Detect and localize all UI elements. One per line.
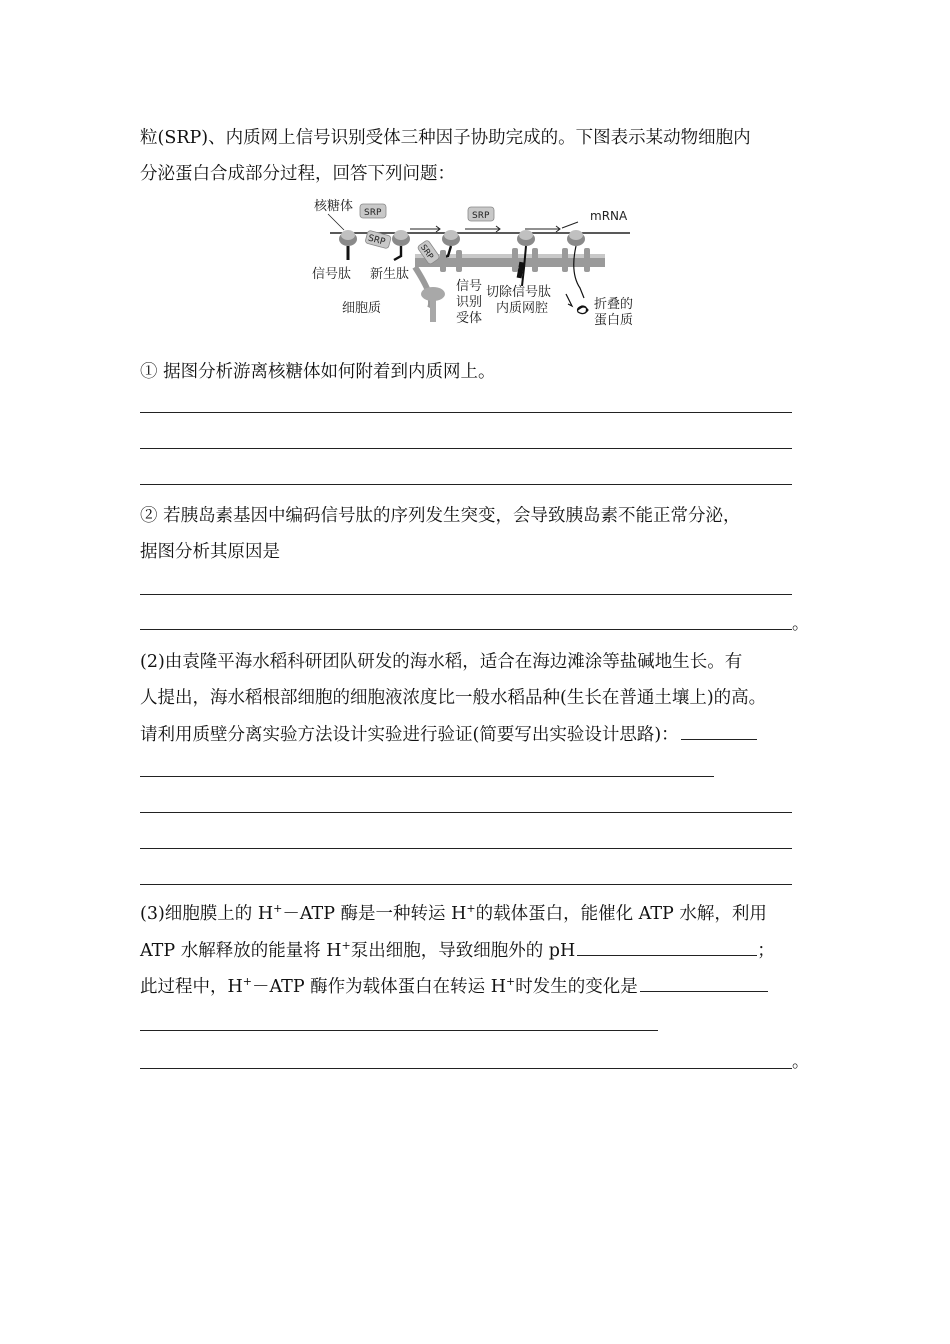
arrow-2: [465, 226, 500, 232]
nascent-peptide-chain: [394, 246, 401, 260]
srp-label-2: SRP: [366, 233, 387, 248]
period-4: 。: [792, 1052, 809, 1072]
label-folded-2: 蛋白质: [594, 313, 634, 328]
answer-line-1b[interactable]: [140, 448, 792, 449]
label-folded-1: 折叠的: [594, 297, 634, 312]
question-2-line-1: ② 若胰岛素基因中编码信号肽的序列发生突变，会导致胰岛素不能正常分泌，: [140, 506, 741, 526]
answer-blank-3-inline[interactable]: [681, 722, 757, 740]
question-3-line-1: (2)由袁隆平海水稻科研团队研发的海水稻，适合在海边滩涂等盐碱地生长。有: [140, 652, 743, 672]
answer-line-3b[interactable]: [140, 812, 792, 813]
answer-line-3c[interactable]: [140, 848, 792, 849]
srp-receptor: [421, 287, 445, 322]
srp-label-3: SRP: [418, 242, 436, 261]
q4-l3-b: －ATP 酶作为载体蛋白在转运 H: [251, 977, 506, 997]
srp-box-4: [468, 207, 494, 221]
arrow-1: [410, 226, 440, 232]
label-er-lumen: 内质网腔: [496, 301, 549, 316]
label-nascent-peptide: 新生肽: [370, 267, 410, 282]
answer-line-3d[interactable]: [140, 884, 792, 885]
folded-protein: [566, 294, 588, 314]
answer-line-4a[interactable]: [140, 1030, 658, 1031]
protein-synthesis-diagram: [300, 198, 650, 338]
peptide-releasing: [574, 246, 584, 298]
srp-label-1: SRP: [364, 208, 382, 218]
label-receptor-2: 识别: [456, 295, 483, 310]
question-4-line-2: [140, 938, 775, 962]
answer-line-3a[interactable]: [140, 776, 714, 777]
answer-blank-change[interactable]: [640, 974, 768, 992]
question-3-line-3: [140, 722, 757, 746]
label-ribosome: 核糖体: [314, 199, 354, 214]
question-1-text: ① 据图分析游离核糖体如何附着到内质网上。: [140, 362, 496, 382]
period-2: 。: [792, 614, 809, 634]
q4-l3-a: 此过程中，H: [140, 977, 243, 997]
answer-line-2b[interactable]: [140, 629, 792, 630]
label-mrna: mRNA: [590, 209, 628, 223]
srp-box-1: [360, 204, 386, 218]
q4-l2-sup: +: [341, 939, 351, 953]
answer-line-4b[interactable]: [140, 1068, 792, 1069]
label-cytoplasm: 细胞质: [342, 301, 382, 316]
q4-l3-sup-2: +: [506, 975, 516, 989]
q4-semicolon: ；: [757, 941, 775, 961]
q4-l1-a: (3)细胞膜上的 H: [140, 904, 274, 924]
label-cut-signal: 切除信号肽: [486, 285, 552, 300]
q4-l1-b: －ATP 酶是一种转运 H: [282, 904, 467, 924]
answer-line-1a[interactable]: [140, 412, 792, 413]
intro-line-2: 分泌蛋白合成部分过程，回答下列问题：: [140, 164, 455, 184]
question-3-line-2: 人提出，海水稻根部细胞的细胞液浓度比一般水稻品种(生长在普通土壤上)的高。: [140, 688, 767, 708]
label-receptor-3: 受体: [456, 311, 483, 326]
mrna-pointer: [562, 222, 578, 228]
srp-label-4: SRP: [472, 211, 490, 221]
question-4-line-1: [140, 902, 767, 926]
intro-line-1: 粒(SRP)、内质网上信号识别受体三种因子协助完成的。下图表示某动物细胞内: [140, 128, 751, 148]
answer-blank-ph[interactable]: [577, 938, 757, 956]
q4-l1-sup-2: +: [466, 902, 476, 916]
question-3-line-3-text: 请利用质壁分离实验方法设计实验进行验证(简要写出实验设计思路)：: [140, 725, 679, 745]
answer-line-2a[interactable]: [140, 594, 792, 595]
label-signal-peptide: 信号肽: [312, 267, 352, 282]
q4-l1-c: 的载体蛋白，能催化 ATP 水解，利用: [475, 904, 767, 924]
q4-l2-a: ATP 水解释放的能量将 H: [140, 941, 342, 961]
q4-l3-c: 时发生的变化是: [515, 977, 638, 997]
ribosome-pointer: [328, 214, 344, 230]
question-4-line-3: [140, 974, 768, 998]
answer-line-1c[interactable]: [140, 484, 792, 485]
q4-l3-sup-1: +: [242, 975, 252, 989]
label-receptor-1: 信号: [456, 279, 483, 294]
q4-l2-b: 泵出细胞，导致细胞外的 pH: [350, 941, 576, 961]
question-2-line-2: 据图分析其原因是: [140, 542, 280, 562]
q4-l1-sup-1: +: [273, 902, 283, 916]
